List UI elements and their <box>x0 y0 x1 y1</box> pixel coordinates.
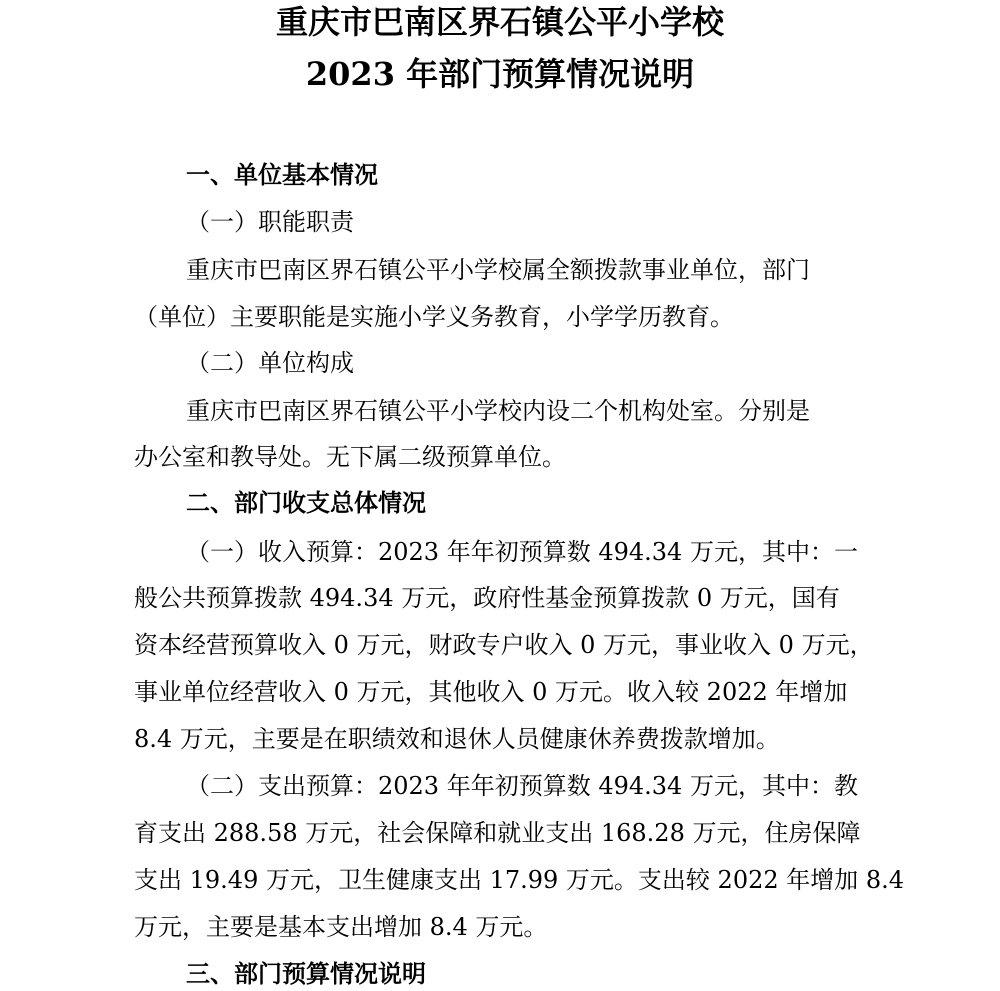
paragraph-line: 育支出 288.58 万元，社会保障和就业支出 168.28 万元，住房保障 <box>134 819 861 847</box>
subsection-heading-1-1: （一）职能职责 <box>186 208 354 236</box>
paragraph-line: （单位）主要职能是实施小学义务教育，小学学历教育。 <box>134 303 734 331</box>
document-title-line-2: 2023 年部门预算情况说明 <box>305 55 695 93</box>
paragraph-line: 重庆市巴南区界石镇公平小学校属全额拨款事业单位，部门 <box>186 256 810 284</box>
paragraph-line: 支出 19.49 万元，卫生健康支出 17.99 万元。支出较 2022 年增加 8.4 <box>134 866 905 894</box>
paragraph-line: 事业单位经营收入 0 万元，其他收入 0 万元。收入较 2022 年增加 <box>134 678 848 706</box>
paragraph-line: 万元，主要是基本支出增加 8.4 万元。 <box>134 913 548 941</box>
section-heading-1: 一、单位基本情况 <box>186 160 378 189</box>
document-title-line-1: 重庆市巴南区界石镇公平小学校 <box>275 3 724 41</box>
paragraph-line: 般公共预算拨款 494.34 万元，政府性基金预算拨款 0 万元，国有 <box>134 584 840 612</box>
paragraph-line: 8.4 万元，主要是在职绩效和退休人员健康休养费拨款增加。 <box>134 725 780 753</box>
subsection-heading-1-2: （二）单位构成 <box>186 349 354 377</box>
paragraph-line: 办公室和教导处。无下属二级预算单位。 <box>134 443 566 471</box>
section-heading-3: 三、部门预算情况说明 <box>186 959 426 988</box>
paragraph-line: 资本经营预算收入 0 万元，财政专户收入 0 万元，事业收入 0 万元， <box>134 631 874 659</box>
section-heading-2: 二、部门收支总体情况 <box>186 488 426 517</box>
paragraph-line: （一）收入预算：2023 年年初预算数 494.34 万元，其中：一 <box>186 538 858 566</box>
paragraph-line: 重庆市巴南区界石镇公平小学校内设二个机构处室。分别是 <box>186 397 810 425</box>
paragraph-line: （二）支出预算：2023 年年初预算数 494.34 万元，其中：教 <box>186 772 858 800</box>
